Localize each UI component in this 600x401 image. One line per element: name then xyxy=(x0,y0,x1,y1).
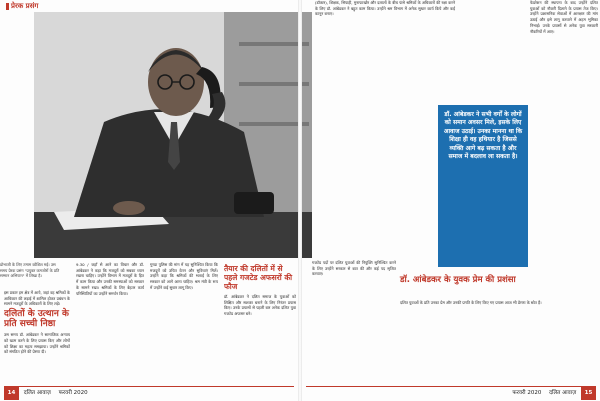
subheading: दलितों के उत्थान के प्रति सच्ची निष्ठा xyxy=(4,309,69,330)
pull-quote: डॉ. आंबेडकर ने सभी वर्गों के लोगों को समान अवसर मिले, इसके लिए आवाज उठाई। उनका मानना था कि शिक्षा ही वह हथियार है जिससे व्यक्ति आगे बढ़ सकता है और समाज में बदलाव ला सकता है। xyxy=(438,105,528,267)
left-column-1 xyxy=(4,290,70,382)
section-tag-bar xyxy=(6,3,9,10)
right-bottom-text xyxy=(400,300,596,382)
magazine-name: दलित आवाज़ xyxy=(23,390,51,396)
photo-illustration xyxy=(34,12,312,258)
right-column: फेडरेशन की स्थापना के बाद उन्होंने दलित युवाओं को नौकरी दिलाने के प्रयास तेज किए। उन्होंने प्रशासनिक सेवाओं में आरक्षण की मांग उठाई और इसे लागू करवाने में अहम भूमिका निभाई। उनके प्रयासों से अनेक युवा सरकारी नौकरियों में आए। xyxy=(530,0,598,34)
paragraph: डॉ. आंबेडकर ने दलित समाज के युवाओं को शिक्षित और सशक्त बनाने के लिए निरंतर प्रयास किए। उनके प्रयासों से पहली बार अनेक दलित युवा गजटेड अफसर बने। xyxy=(224,294,296,317)
subheading: तैयार की दलितों में से पहले गजटेड अफसरों की फौज xyxy=(224,264,293,291)
magazine-name: दलित आवाज़ xyxy=(549,390,577,396)
paragraph: दलित युवाओं के प्रति उनका प्रेम और उनकी प्रगति के लिए किए गए प्रयास आज भी प्रेरणा के स्रोत हैं। xyxy=(400,300,542,305)
subheading-youth-praise: डॉ. आंबेडकर के युवक प्रेम की प्रशंसा xyxy=(400,275,516,285)
page-gutter xyxy=(298,0,302,401)
left-column-2 xyxy=(76,262,144,382)
page-number: 15 xyxy=(581,387,596,400)
issue-date: फरवरी 2020 xyxy=(58,390,88,396)
paragraph: इस प्रकार हम क्षेत्र में आये, जहां वह श्रमिकों के आधिकार की लड़ाई में शामिल होकर प्रबंधन के सामने मजदूरों के अधिकारों के लिए लड़े। xyxy=(4,290,70,307)
paragraph: गुण्डा पुलिस की मांग में यह सुनिश्चित किया कि मजदूरों को उचित वेतन और सुविधाएं मिलें। उन्होंने कहा कि श्रमिकों की भलाई के लिए सरकार को आगे आना चाहिए। श्रम मंत्री के रूप में उन्होंने कई सुधार लागू किए। xyxy=(150,262,218,290)
paragraph: 9.30 / जहाँ से आने का विचार और डॉ. आंबेडकर ने कहा कि मजदूरों को सबका ध्यान रखना चाहिए। उन्होंने विभाग में मजदूरों के हित में काम किया और उनकी समस्याओं को सरकार के सामने रखा। श्रमिकों के लिए बेहतर कार्य परिस्थितियों का उन्होंने समर्थन किया। xyxy=(76,262,144,296)
section-tag xyxy=(6,2,38,11)
paragraph: गजटेड पदों पर दलित युवाओं की नियुक्ति सुनिश्चित करने के लिए उन्होंने सरकार से बात की और कई पद सृजित करवाए। xyxy=(312,260,396,277)
left-column-4 xyxy=(224,262,296,382)
right-footer xyxy=(306,386,596,399)
left-footer xyxy=(4,386,294,399)
right-mid-text xyxy=(312,260,396,316)
issue-date: फरवरी 2020 xyxy=(512,390,542,396)
page-number: 14 xyxy=(4,387,19,400)
right-top-text: (डॉक्टर), शिक्षक, सिपाही, मुनाफाखोर और दलालों के बीच फंसे श्रमिकों के अधिकारों की रक्षा करने के लिए डॉ. आंबेडकर ने बहुत काम किया। उन्होंने श्रम विभाग में अनेक सुधार कार्य किये और कई कानून बनाए। xyxy=(315,0,455,17)
left-column-3 xyxy=(150,262,218,382)
portrait-photo xyxy=(34,12,312,258)
paragraph: उस समय डॉ. आंबेडकर ने सामाजिक अन्याय को खत्म करने के लिए प्रयास किए और लोगों को शिक्षा का महत्व समझाया। उन्होंने श्रमिकों को संगठित होने की प्रेरणा दी। xyxy=(4,332,70,355)
photo-caption: डोभाजी के लिए तमाम कोशिश मई। उस समय प्रेरक प्रसंग "प्रयुक्त कमजोरों के प्रति सम्मान अभियान" में लिखा है। xyxy=(0,262,60,279)
section-tag-label: प्रेरक प्रसंग xyxy=(11,2,39,10)
